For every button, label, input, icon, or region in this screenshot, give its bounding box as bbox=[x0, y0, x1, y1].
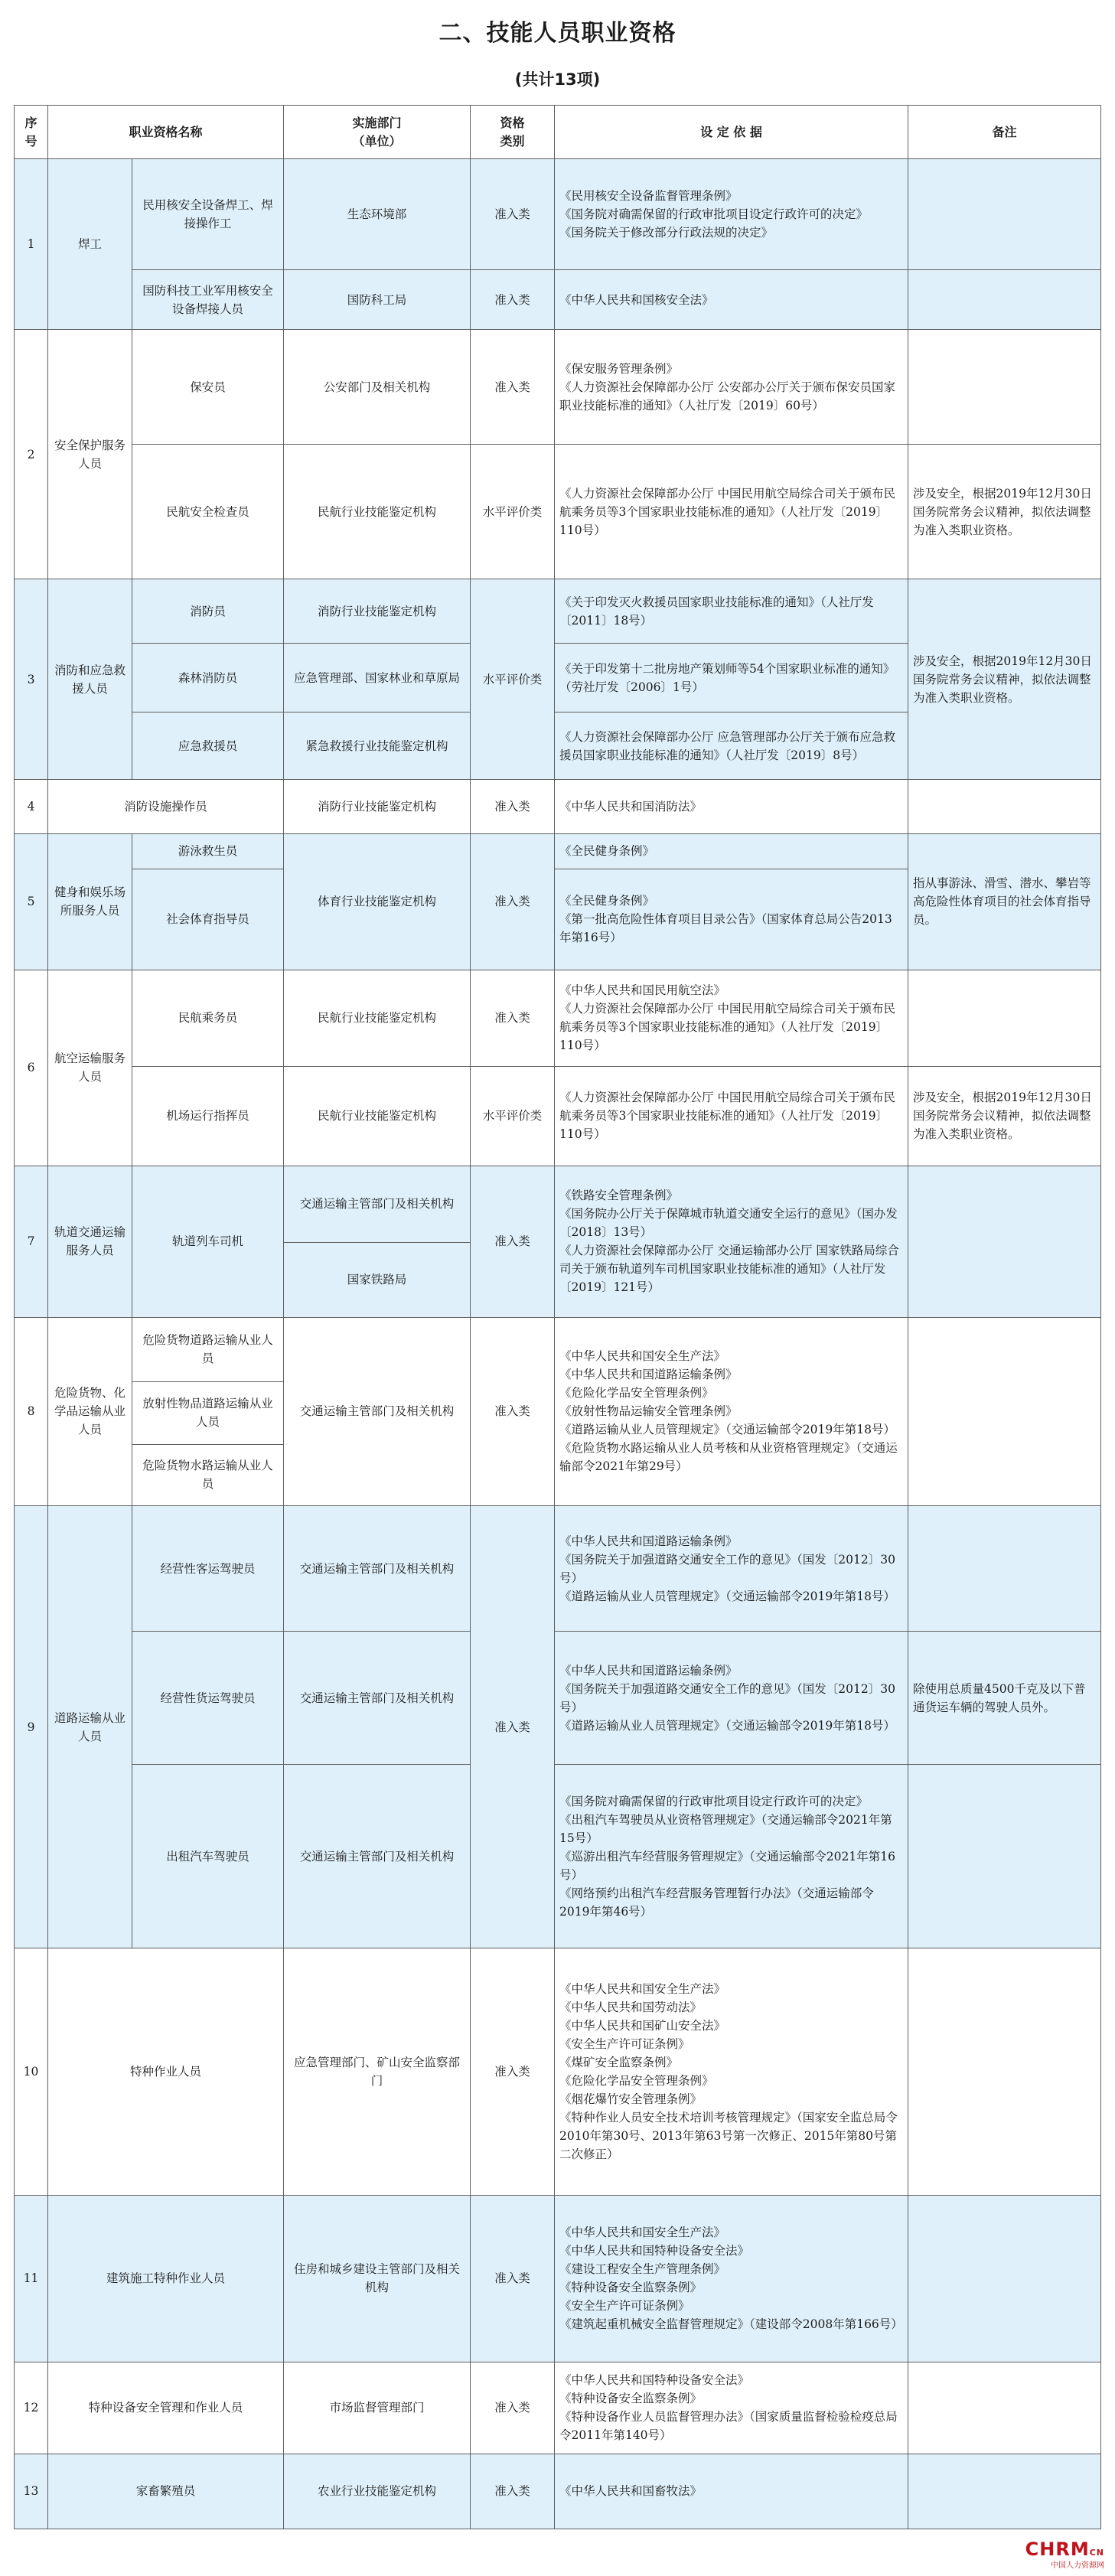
basis-cell bbox=[555, 579, 908, 644]
basis-cell bbox=[555, 270, 908, 330]
basis-line: 《建筑起重机械安全监督管理规定》（建设部令2008年第166号） bbox=[559, 2317, 903, 2332]
category-cell: 安全保护服务人员 bbox=[48, 330, 132, 579]
dept-cell: 市场监督管理部门 bbox=[284, 2362, 471, 2454]
table-row bbox=[15, 1166, 1101, 1242]
qualification-name: 经营性货运驾驶员 bbox=[132, 1632, 284, 1765]
basis-line: 《中华人民共和国安全生产法》 bbox=[559, 2225, 726, 2240]
basis-line: 《出租汽车驾驶员从业资格管理规定》（交通运输部令2021年第15号） bbox=[559, 1812, 892, 1845]
category-cell: 轨道交通运输服务人员 bbox=[48, 1166, 132, 1317]
basis-line: 《全民健身条例》 bbox=[559, 844, 655, 858]
type-cell: 准入类 bbox=[471, 833, 555, 970]
note-cell bbox=[908, 780, 1101, 833]
row-seq: 10 bbox=[15, 1948, 48, 2195]
basis-line: 《特种设备安全监察条例》 bbox=[559, 2281, 703, 2295]
table-row bbox=[15, 1632, 1101, 1765]
table-row bbox=[15, 1317, 1101, 1381]
dept-cell: 交通运输主管部门及相关机构 bbox=[284, 1765, 471, 1948]
table-row bbox=[15, 2362, 1101, 2454]
basis-line: 《中华人民共和国消防法》 bbox=[559, 799, 703, 814]
basis-line: 《中华人民共和国民用航空法》 bbox=[559, 983, 726, 998]
basis-line: 《危险化学品安全管理条例》 bbox=[559, 2073, 714, 2088]
dept-cell: 住房和城乡建设主管部门及相关机构 bbox=[284, 2195, 471, 2362]
dept-cell: 国家铁路局 bbox=[284, 1242, 471, 1317]
basis-line: 《国务院关于修改部分行政法规的决定》 bbox=[559, 226, 774, 240]
basis-line: 《国务院办公厅关于保障城市轨道交通安全运行的意见》（国办发〔2018〕13号） bbox=[559, 1207, 898, 1240]
note-cell: 涉及安全，根据2019年12月30日国务院常务会议精神，拟依法调整为准入类职业资格。 bbox=[908, 579, 1101, 780]
table-row bbox=[15, 1765, 1101, 1948]
basis-line: 《煤矿安全监察条例》 bbox=[559, 2055, 679, 2069]
qualification-name: 民航安全检查员 bbox=[132, 445, 284, 579]
basis-line: 《中华人民共和国矿山安全法》 bbox=[559, 2018, 726, 2033]
basis-cell bbox=[555, 780, 908, 833]
basis-line: 《建设工程安全生产管理条例》 bbox=[559, 2262, 726, 2277]
table-row bbox=[15, 159, 1101, 270]
basis-line: 《安全生产许可证条例》 bbox=[559, 2299, 690, 2314]
qualification-name: 机场运行指挥员 bbox=[132, 1066, 284, 1166]
qualification-name: 特种作业人员 bbox=[48, 1948, 284, 2195]
type-cell: 准入类 bbox=[471, 1166, 555, 1317]
basis-line: 《道路运输从业人员管理规定》（交通运输部令2019年第18号） bbox=[559, 1589, 895, 1603]
basis-line: 《中华人民共和国劳动法》 bbox=[559, 2000, 703, 2014]
basis-cell bbox=[555, 2454, 908, 2529]
qualification-name: 家畜繁殖员 bbox=[48, 2454, 284, 2529]
dept-cell: 交通运输主管部门及相关机构 bbox=[284, 1166, 471, 1242]
type-cell: 水平评价类 bbox=[471, 1066, 555, 1166]
note-cell bbox=[908, 1765, 1101, 1948]
category-cell: 焊工 bbox=[48, 159, 132, 330]
basis-line: 《铁路安全管理条例》 bbox=[559, 1189, 679, 1203]
basis-line: 《人力资源社会保障部办公厅 交通运输部办公厅 国家铁路局综合司关于颁布轨道列车司机国家职业技能标准的通知》（人社厅发〔2019〕121号） bbox=[559, 1244, 899, 1295]
basis-cell bbox=[555, 970, 908, 1066]
basis-cell bbox=[555, 1066, 908, 1166]
logo-suffix: CN bbox=[1089, 2548, 1104, 2558]
header-type: 资格 类别 bbox=[471, 106, 555, 159]
row-seq: 11 bbox=[15, 2195, 48, 2362]
header-basis: 设 定 依 据 bbox=[555, 106, 908, 159]
type-cell: 准入类 bbox=[471, 1317, 555, 1505]
basis-line: 《中华人民共和国道路运输条例》 bbox=[559, 1534, 738, 1548]
basis-line: 《国务院对确需保留的行政审批项目设定行政许可的决定》 bbox=[559, 1794, 869, 1808]
type-cell: 准入类 bbox=[471, 2195, 555, 2362]
table-row bbox=[15, 270, 1101, 330]
note-cell bbox=[908, 970, 1101, 1066]
basis-line: 《关于印发第十二批房地产策划师等54个国家职业标准的通知》（劳社厅发〔2006〕1号） bbox=[559, 661, 895, 694]
note-cell bbox=[908, 2454, 1101, 2529]
qualification-name: 危险货物道路运输从业人员 bbox=[132, 1317, 284, 1381]
basis-line: 《危险货物水路运输从业人员考核和从业资格管理规定》（交通运输部令2021年第29号） bbox=[559, 1441, 898, 1474]
dept-cell: 民航行业技能鉴定机构 bbox=[284, 970, 471, 1066]
basis-line: 《关于印发灭火救援员国家职业技能标准的通知》（人社厅发〔2011〕18号） bbox=[559, 595, 874, 628]
note-cell bbox=[908, 2195, 1101, 2362]
qualification-name: 经营性客运驾驶员 bbox=[132, 1506, 284, 1632]
note-cell bbox=[908, 159, 1101, 270]
note-cell: 指从事游泳、滑雪、潜水、攀岩等高危险性体育项目的社会体育指导员。 bbox=[908, 833, 1101, 970]
basis-cell bbox=[555, 833, 908, 869]
page-title: 二、技能人员职业资格 bbox=[439, 20, 676, 47]
dept-cell: 交通运输主管部门及相关机构 bbox=[284, 1317, 471, 1505]
type-cell: 准入类 bbox=[471, 330, 555, 445]
dept-cell: 民航行业技能鉴定机构 bbox=[284, 1066, 471, 1166]
note-cell bbox=[908, 330, 1101, 445]
basis-line: 《保安服务管理条例》 bbox=[559, 361, 679, 376]
header-name: 职业资格名称 bbox=[48, 106, 284, 159]
dept-cell: 消防行业技能鉴定机构 bbox=[284, 780, 471, 833]
note-cell bbox=[908, 1948, 1101, 2195]
row-seq: 8 bbox=[15, 1317, 48, 1505]
qualification-name: 森林消防员 bbox=[132, 644, 284, 712]
type-cell: 准入类 bbox=[471, 1948, 555, 2195]
dept-cell: 交通运输主管部门及相关机构 bbox=[284, 1506, 471, 1632]
type-cell: 准入类 bbox=[471, 1506, 555, 1948]
qualification-name: 消防员 bbox=[132, 579, 284, 644]
basis-cell bbox=[555, 159, 908, 270]
qualification-name: 建筑施工特种作业人员 bbox=[48, 2195, 284, 2362]
table-row bbox=[15, 445, 1101, 579]
basis-line: 《人力资源社会保障部办公厅 公安部办公厅关于颁布保安员国家职业技能标准的通知》（人社厅发〔2019〕60号） bbox=[559, 380, 895, 412]
basis-line: 《道路运输从业人员管理规定》（交通运输部令2019年第18号） bbox=[559, 1423, 895, 1437]
table-row bbox=[15, 330, 1101, 445]
basis-line: 《特种作业人员安全技术培训考核管理规定》（国家安全监总局令2010年第30号、2013年第63号第一次修正、2015年第80号第二次修正） bbox=[559, 2110, 898, 2162]
row-seq: 5 bbox=[15, 833, 48, 970]
type-cell: 准入类 bbox=[471, 270, 555, 330]
basis-line: 《中华人民共和国畜牧法》 bbox=[559, 2484, 703, 2499]
dept-cell: 体育行业技能鉴定机构 bbox=[284, 833, 471, 970]
table-row bbox=[15, 1066, 1101, 1166]
basis-line: 《第一批高危险性体育项目目录公告》（国家体育总局公告2013年第16号） bbox=[559, 912, 892, 945]
basis-line: 《人力资源社会保障部办公厅 中国民用航空局综合司关于颁布民航乘务员等3个国家职业技能标准的通知》（人社厅发〔2019〕110号） bbox=[559, 1002, 895, 1053]
type-cell: 准入类 bbox=[471, 2362, 555, 2454]
dept-cell: 民航行业技能鉴定机构 bbox=[284, 445, 471, 579]
logo-caption: 中国人力资源网 bbox=[1051, 2561, 1104, 2570]
note-cell: 涉及安全，根据2019年12月30日国务院常务会议精神，拟依法调整为准入类职业资格。 bbox=[908, 445, 1101, 579]
table-row bbox=[15, 780, 1101, 833]
basis-line: 《中华人民共和国核安全法》 bbox=[559, 292, 714, 307]
table-row bbox=[15, 579, 1101, 644]
category-cell: 健身和娱乐场所服务人员 bbox=[48, 833, 132, 970]
page-subtitle: (共计13项) bbox=[514, 70, 601, 89]
dept-cell: 生态环境部 bbox=[284, 159, 471, 270]
basis-cell bbox=[555, 445, 908, 579]
basis-cell bbox=[555, 1948, 908, 2195]
row-seq: 2 bbox=[15, 330, 48, 579]
basis-line: 《中华人民共和国道路运输条例》 bbox=[559, 1368, 738, 1382]
basis-line: 《国务院对确需保留的行政审批项目设定行政许可的决定》 bbox=[559, 207, 869, 222]
qualification-name: 国防科技工业军用核安全设备焊接人员 bbox=[132, 270, 284, 330]
qualification-name: 消防设施操作员 bbox=[48, 780, 284, 833]
basis-line: 《巡游出租汽车经营服务管理规定》（交通运输部令2021年第16号） bbox=[559, 1849, 895, 1882]
basis-line: 《中华人民共和国特种设备安全法》 bbox=[559, 2373, 750, 2388]
basis-line: 《中华人民共和国道路运输条例》 bbox=[559, 1663, 738, 1678]
dept-cell: 紧急救援行业技能鉴定机构 bbox=[284, 712, 471, 780]
table-row bbox=[15, 2454, 1101, 2529]
qualification-name: 特种设备安全管理和作业人员 bbox=[48, 2362, 284, 2454]
table-row bbox=[15, 970, 1101, 1066]
dept-cell: 农业行业技能鉴定机构 bbox=[284, 2454, 471, 2529]
basis-line: 《中华人民共和国安全生产法》 bbox=[559, 1981, 726, 1996]
header-dept: 实施部门 （单位） bbox=[284, 106, 471, 159]
qualification-name: 保安员 bbox=[132, 330, 284, 445]
category-cell: 航空运输服务人员 bbox=[48, 970, 132, 1166]
category-cell: 消防和应急救援人员 bbox=[48, 579, 132, 780]
qualification-name: 危险货物水路运输从业人员 bbox=[132, 1444, 284, 1505]
type-cell: 准入类 bbox=[471, 159, 555, 270]
basis-line: 《烟花爆竹安全管理条例》 bbox=[559, 2092, 703, 2106]
basis-line: 《网络预约出租汽车经营服务管理暂行办法》（交通运输部令2019年第46号） bbox=[559, 1886, 874, 1919]
basis-cell bbox=[555, 1765, 908, 1948]
basis-line: 《国务院关于加强道路交通安全工作的意见》（国发〔2012〕30号） bbox=[559, 1681, 895, 1714]
row-seq: 7 bbox=[15, 1166, 48, 1317]
table-row bbox=[15, 2195, 1101, 2362]
basis-line: 《人力资源社会保障部办公厅 中国民用航空局综合司关于颁布民航乘务员等3个国家职业技能标准的通知》（人社厅发〔2019〕110号） bbox=[559, 1091, 895, 1142]
dept-cell: 公安部门及相关机构 bbox=[284, 330, 471, 445]
qualification-name: 游泳救生员 bbox=[132, 833, 284, 869]
basis-line: 《国务院关于加强道路交通安全工作的意见》（国发〔2012〕30号） bbox=[559, 1552, 895, 1585]
table-row bbox=[15, 1948, 1101, 2195]
qualification-name: 民用核安全设备焊工、焊接操作工 bbox=[132, 159, 284, 270]
dept-cell: 应急管理部门、矿山安全监察部门 bbox=[284, 1948, 471, 2195]
note-cell: 涉及安全，根据2019年12月30日国务院常务会议精神，拟依法调整为准入类职业资格。 bbox=[908, 1066, 1101, 1166]
note-cell bbox=[908, 1166, 1101, 1317]
basis-cell bbox=[555, 869, 908, 970]
basis-line: 《民用核安全设备监督管理条例》 bbox=[559, 189, 738, 204]
row-seq: 3 bbox=[15, 579, 48, 780]
type-cell: 准入类 bbox=[471, 2454, 555, 2529]
dept-cell: 消防行业技能鉴定机构 bbox=[284, 579, 471, 644]
type-cell: 水平评价类 bbox=[471, 445, 555, 579]
type-cell: 准入类 bbox=[471, 780, 555, 833]
row-seq: 6 bbox=[15, 970, 48, 1166]
basis-line: 《安全生产许可证条例》 bbox=[559, 2036, 690, 2051]
basis-cell bbox=[555, 1506, 908, 1632]
basis-cell bbox=[555, 1166, 908, 1317]
basis-line: 《特种设备安全监察条例》 bbox=[559, 2392, 703, 2406]
qualification-name: 出租汽车驾驶员 bbox=[132, 1765, 284, 1948]
qualification-name: 轨道列车司机 bbox=[132, 1166, 284, 1317]
row-seq: 12 bbox=[15, 2362, 48, 2454]
qualification-name: 放射性物品道路运输从业人员 bbox=[132, 1381, 284, 1444]
row-seq: 1 bbox=[15, 159, 48, 330]
qualification-table bbox=[14, 105, 1101, 2529]
qualification-name: 社会体育指导员 bbox=[132, 869, 284, 970]
basis-line: 《道路运输从业人员管理规定》（交通运输部令2019年第18号） bbox=[559, 1718, 895, 1733]
basis-line: 《中华人民共和国安全生产法》 bbox=[559, 1349, 726, 1364]
header-note: 备注 bbox=[908, 106, 1101, 159]
basis-line: 《人力资源社会保障部办公厅 应急管理部办公厅关于颁布应急救援员国家职业技能标准的通知》（人社厅发〔2019〕8号） bbox=[559, 729, 895, 762]
header-row bbox=[15, 106, 1101, 159]
note-cell bbox=[908, 270, 1101, 330]
category-cell: 道路运输从业人员 bbox=[48, 1506, 132, 1948]
basis-cell bbox=[555, 2195, 908, 2362]
basis-line: 《特种设备作业人员监督管理办法》（国家质量监督检验检疫总局令2011年第140号） bbox=[559, 2410, 898, 2443]
dept-cell: 国防科工局 bbox=[284, 270, 471, 330]
basis-cell bbox=[555, 1632, 908, 1765]
type-cell: 准入类 bbox=[471, 970, 555, 1066]
basis-line: 《中华人民共和国特种设备安全法》 bbox=[559, 2244, 750, 2258]
row-seq: 4 bbox=[15, 780, 48, 833]
basis-line: 《放射性物品运输安全管理条例》 bbox=[559, 1404, 738, 1419]
row-seq: 9 bbox=[15, 1506, 48, 1948]
qualification-name: 民航乘务员 bbox=[132, 970, 284, 1066]
row-seq: 13 bbox=[15, 2454, 48, 2529]
basis-line: 《人力资源社会保障部办公厅 中国民用航空局综合司关于颁布民航乘务员等3个国家职业技能标准的通知》（人社厅发〔2019〕110号） bbox=[559, 486, 895, 537]
basis-cell bbox=[555, 330, 908, 445]
basis-cell bbox=[555, 644, 908, 712]
header-seq: 序号 bbox=[15, 106, 48, 159]
qualification-name: 应急救援员 bbox=[132, 712, 284, 780]
chrm-logo bbox=[1025, 2539, 1104, 2570]
note-cell: 除使用总质量4500千克及以下普通货运车辆的驾驶人员外。 bbox=[908, 1632, 1101, 1765]
table-row bbox=[15, 1506, 1101, 1632]
note-cell bbox=[908, 1506, 1101, 1632]
dept-cell: 应急管理部、国家林业和草原局 bbox=[284, 644, 471, 712]
note-cell bbox=[908, 2362, 1101, 2454]
basis-cell bbox=[555, 1317, 908, 1505]
category-cell: 危险货物、化学品运输从业人员 bbox=[48, 1317, 132, 1505]
basis-cell bbox=[555, 712, 908, 780]
basis-line: 《危险化学品安全管理条例》 bbox=[559, 1386, 714, 1400]
basis-line: 《全民健身条例》 bbox=[559, 894, 655, 908]
dept-cell: 交通运输主管部门及相关机构 bbox=[284, 1632, 471, 1765]
basis-cell bbox=[555, 2362, 908, 2454]
note-cell bbox=[908, 1317, 1101, 1505]
logo-text: CHRM bbox=[1025, 2539, 1090, 2560]
type-cell: 水平评价类 bbox=[471, 579, 555, 780]
table-row bbox=[15, 833, 1101, 869]
